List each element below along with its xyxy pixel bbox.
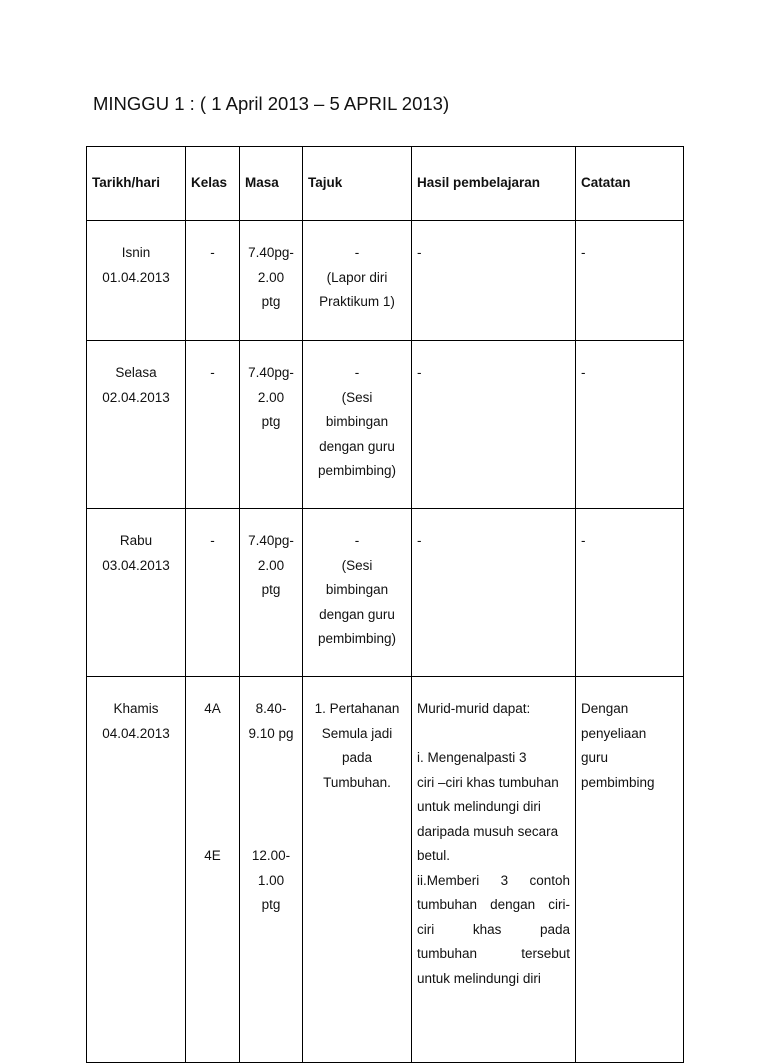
cell-masa: 7.40pg- 2.00 ptg — [240, 509, 303, 677]
cell-kelas: - — [186, 221, 240, 341]
cell-catatan: - — [576, 221, 684, 341]
kelas-a: 4A — [204, 701, 221, 716]
cell-hasil: - — [412, 509, 576, 677]
cell-tajuk: - (Lapor diri Praktikum 1) — [303, 221, 412, 341]
header-hasil: Hasil pembelajaran — [412, 147, 576, 221]
cell-masa: 7.40pg- 2.00 ptg — [240, 221, 303, 341]
date-label: 02.04.2013 — [102, 389, 170, 405]
schedule-table — [86, 146, 684, 1063]
day-label: Khamis — [113, 701, 159, 716]
day-label: Selasa — [115, 365, 157, 380]
cell-kelas: - — [186, 509, 240, 677]
cell-kelas: - — [186, 341, 240, 509]
cell-tarikh — [87, 677, 186, 1063]
cell-tarikh — [87, 509, 186, 677]
cell-tajuk: - (Sesi bimbingan dengan guru pembimbing) — [303, 509, 412, 677]
header-catatan: Catatan — [576, 147, 684, 221]
header-kelas: Kelas — [186, 147, 240, 221]
kelas-b: 4E — [204, 848, 221, 863]
date-label: 01.04.2013 — [102, 269, 170, 285]
day-label: Isnin — [121, 245, 151, 260]
cell-tarikh — [87, 341, 186, 509]
table-row — [87, 221, 684, 341]
cell-catatan: Dengan penyeliaan guru pembimbing — [576, 677, 684, 1063]
cell-masa: 8.40- 9.10 pg 12.00- 1.00 ptg — [240, 677, 303, 1063]
date-label: 04.04.2013 — [102, 725, 170, 741]
cell-tarikh — [87, 221, 186, 341]
table-row — [87, 341, 684, 509]
cell-tajuk: 1. Pertahanan Semula jadi pada Tumbuhan. — [303, 677, 412, 1063]
page-title: MINGGU 1 : ( 1 April 2013 – 5 APRIL 2013) — [93, 93, 450, 114]
table-row — [87, 509, 684, 677]
header-masa: Masa — [240, 147, 303, 221]
header-tajuk: Tajuk — [303, 147, 412, 221]
date-label: 03.04.2013 — [102, 557, 170, 573]
day-label: Rabu — [119, 533, 153, 548]
cell-hasil: - — [412, 221, 576, 341]
cell-tajuk: - (Sesi bimbingan dengan guru pembimbing) — [303, 341, 412, 509]
cell-kelas — [186, 677, 240, 1063]
table-row — [87, 677, 684, 1063]
cell-catatan: - — [576, 341, 684, 509]
cell-masa: 7.40pg- 2.00 ptg — [240, 341, 303, 509]
cell-catatan: - — [576, 509, 684, 677]
cell-hasil: - — [412, 341, 576, 509]
cell-hasil: Murid-murid dapat: i. Mengenalpasti 3 ciri –ciri khas tumbuhan untuk melindungi diri daripada musuh secara betul. ii.Memberi 3 contoh tumbuhan dengan ciri- ciri khas pada tumbuhan tersebut untuk melindungi diri — [412, 677, 576, 1063]
table-header-row — [87, 147, 684, 221]
header-tarikh: Tarikh/hari — [87, 147, 186, 221]
